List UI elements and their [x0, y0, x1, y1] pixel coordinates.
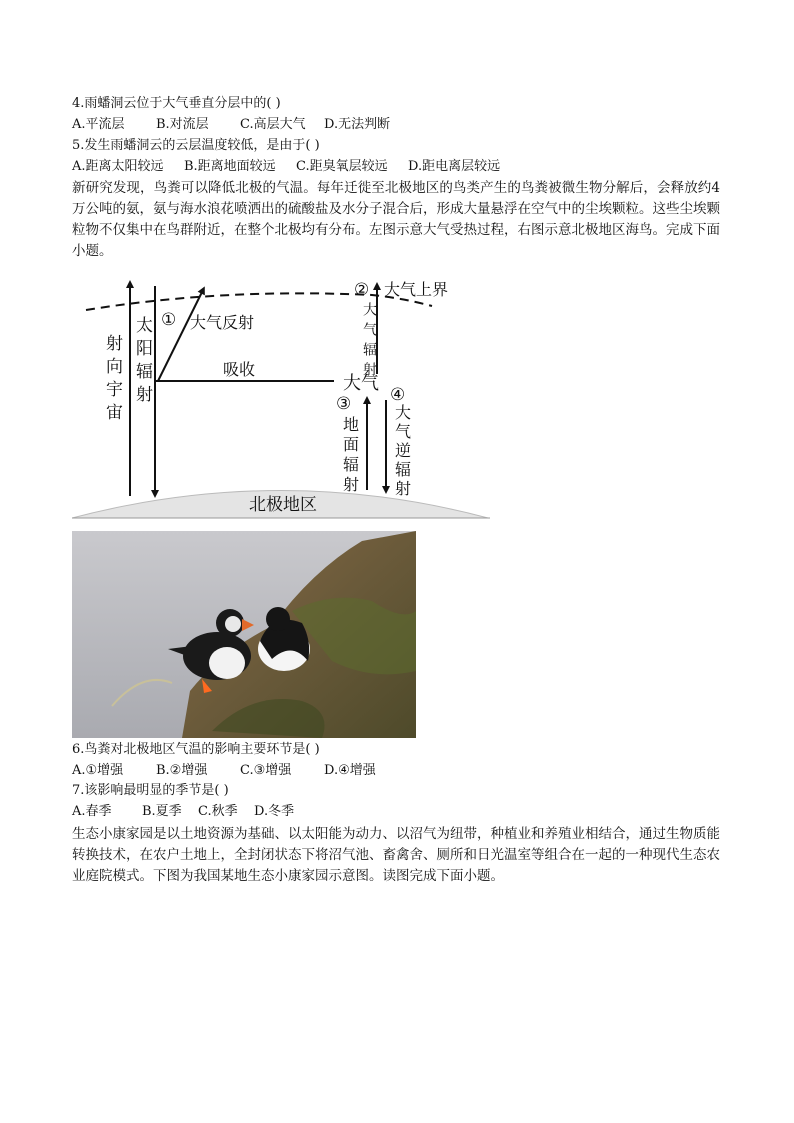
- question-7-stem: 7.该影响最明显的季节是( ): [72, 783, 229, 798]
- option-a: A.春季: [72, 804, 112, 819]
- ground-label: 北极地区: [249, 495, 317, 515]
- question-5-stem: 5.发生雨蟠洞云的云层温度较低，是由于( ): [72, 138, 320, 153]
- question-7-options: [72, 803, 294, 821]
- upper-boundary-label: 大气上界: [384, 280, 449, 299]
- puffin-photo: [72, 531, 416, 738]
- passage-eco-home: 生态小康家园是以土地资源为基础、以太阳能为动力、以沼气为纽带，种植业和养殖业相结合，通过生物质能转换技术，在农户土地上，全封闭状态下将沼气池、畜禽舍、厕所和日光温室等组合在一起的一种现代生态农业庭院模式。下图为我国某地生态小康家园示意图。读图完成下面小题。: [72, 826, 720, 884]
- atmosphere-label: 大气: [343, 373, 379, 394]
- question-6-options: [72, 762, 376, 780]
- option-b: B.夏季: [142, 804, 182, 819]
- absorption-label: 吸收: [223, 360, 256, 379]
- marker-4: ④: [390, 385, 406, 405]
- option-c: C.秋季: [198, 804, 238, 819]
- passage-bird-guano: 新研究发现，鸟粪可以降低北极的气温。每年迁徙至北极地区的鸟类产生的鸟粪被微生物分解后，会释放约4万公吨的氨，氨与海水浪花喷洒出的硫酸盐及水分子混合后，形成大量悬浮在空气中的尘埃颗粒。这些尘埃颗粒物不仅集中在鸟群附近，在整个北极均有分布。左图示意大气受热过程，右图示意北极地区海鸟。完成下面小题。: [72, 180, 720, 259]
- option-c: C.③增强: [240, 763, 292, 778]
- atmospheric-radiation-label: 大气辐射: [361, 302, 377, 382]
- counter-radiation-label: 大气逆辐射: [392, 404, 412, 499]
- option-c: C.距臭氧层较远: [296, 159, 388, 174]
- atmospheric-heating-diagram: [72, 278, 490, 520]
- option-d: D.无法判断: [324, 117, 391, 132]
- option-b: B.对流层: [156, 117, 209, 132]
- solar-radiation-label: 太阳辐射: [132, 316, 152, 408]
- option-d: D.距电离层较远: [408, 159, 501, 174]
- option-b: B.距离地面较远: [184, 159, 276, 174]
- question-4-stem: 4.雨蟠洞云位于大气垂直分层中的( ): [72, 96, 281, 111]
- question-6-stem: 6.鸟粪对北极地区气温的影响主要环节是( ): [72, 742, 320, 757]
- marker-3: ③: [336, 394, 352, 414]
- option-a: A.平流层: [72, 117, 125, 132]
- reflection-label: 大气反射: [190, 313, 255, 332]
- option-b: B.②增强: [156, 763, 208, 778]
- option-d: D.④增强: [324, 763, 376, 778]
- option-a: A.距离太阳较远: [72, 159, 164, 174]
- marker-1: ①: [161, 310, 177, 330]
- option-a: A.①增强: [72, 763, 124, 778]
- ground-radiation-label: 地面辐射: [340, 416, 360, 496]
- question-4-options: [72, 116, 390, 134]
- upper-boundary-line: [86, 293, 432, 310]
- atmospheric-reflection-arrow: [158, 290, 203, 381]
- option-d: D.冬季: [254, 804, 295, 819]
- marker-2: ②: [354, 280, 370, 300]
- space-radiation-label: 射向宇宙: [102, 334, 122, 426]
- question-5-options: [72, 158, 500, 176]
- option-c: C.高层大气: [240, 117, 306, 132]
